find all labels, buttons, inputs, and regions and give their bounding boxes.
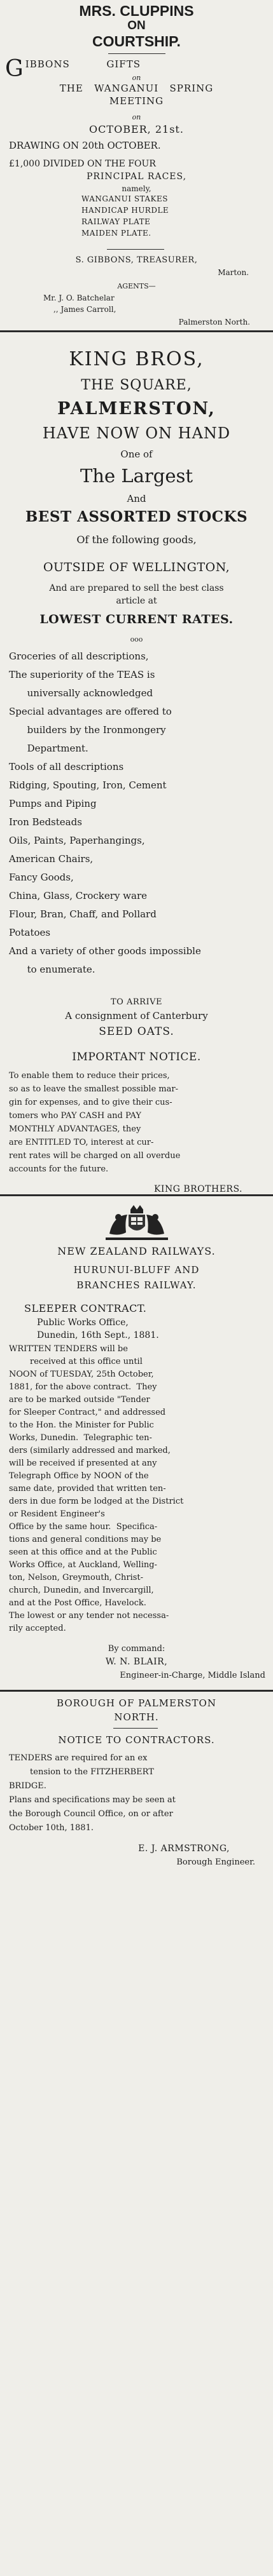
rail-date: Dunedin, 16th Sept., 1881.	[37, 1330, 159, 1340]
gifts-on: on	[132, 74, 141, 82]
notice-line: rent rates will be charged on all overdue	[9, 1151, 181, 1161]
goods-list-item: Iron Bedsteads	[9, 816, 82, 828]
gifts-agent-1: Mr. J. O. Batchelar	[43, 293, 115, 302]
gifts-agent-2: ,, James Carroll,	[53, 305, 116, 314]
rail-body-line: and at the Post Office, Havelock.	[9, 1598, 146, 1608]
king-have: HAVE NOW ON HAND	[42, 424, 231, 442]
goods-list-item: Ridging, Spouting, Iron, Cement	[9, 779, 167, 791]
goods-list-item: Pumps and Piping	[9, 798, 97, 809]
rail-head-3: BRANCHES RAILWAY.	[76, 1279, 197, 1291]
king-seed: SEED OATS.	[99, 1025, 174, 1038]
cluppins-title: MRS. CLUPPINS	[79, 3, 194, 19]
rail-body-line: ders in due form be lodged at the District	[9, 1497, 184, 1506]
rail-body-line: to the Hon. the Minister for Public	[9, 1420, 154, 1430]
goods-list-item: Special advantages are offered to	[9, 706, 172, 717]
rail-body-line: same date, provided that written ten-	[9, 1484, 166, 1494]
gifts-divided: £1,000 DIVIDED ON THE FOUR	[9, 159, 156, 169]
king-arrive: TO ARRIVE	[111, 997, 162, 1007]
rail-body-line: 1881, for the above contract. They	[9, 1382, 157, 1392]
gifts-agents-label: AGENTS—	[117, 282, 156, 290]
goods-list-item: Oils, Paints, Paperhangings,	[9, 835, 145, 846]
king-outside: OUTSIDE OF WELLINGTON,	[43, 560, 230, 574]
divider	[113, 1728, 158, 1729]
notice-line: MONTHLY ADVANTAGES, they	[9, 1124, 141, 1134]
king-best: BEST ASSORTED STOCKS	[25, 508, 248, 525]
rail-body-line: church, Dunedin, and Invercargill,	[9, 1586, 154, 1595]
divider	[107, 249, 164, 250]
gifts-date: OCTOBER, 21st.	[89, 123, 184, 135]
king-consign: A consignment of Canterbury	[65, 1010, 208, 1022]
rail-body-line: Works, Dunedin. Telegraphic ten-	[9, 1433, 152, 1443]
rail-body-line: ders (similarly addressed and marked,	[9, 1446, 171, 1455]
borough-head-1: BOROUGH OF PALMERSTON	[57, 1697, 216, 1709]
borough-body-line: Plans and specifications may be seen at	[9, 1795, 176, 1805]
rail-body-line: seen at this office and at the Public	[9, 1548, 157, 1557]
section-rule	[0, 330, 273, 332]
rail-body-line: WRITTEN TENDERS will be	[9, 1344, 128, 1354]
gifts-namely: namely,	[122, 184, 151, 193]
gifts-on-2: on	[132, 113, 141, 121]
gifts-agent-place: Palmerston North.	[178, 318, 250, 327]
notice-line: are ENTITLED TO, interest at cur-	[9, 1138, 154, 1147]
king-notice-head: IMPORTANT NOTICE.	[72, 1051, 201, 1063]
king-square: THE SQUARE,	[81, 377, 192, 393]
king-lowest: LOWEST CURRENT RATES.	[39, 612, 234, 626]
race-handicap-hurdle: HANDICAP HURDLE	[81, 206, 169, 215]
borough-body-line: TENDERS are required for an ex	[9, 1753, 148, 1763]
goods-list-item: to enumerate.	[9, 964, 95, 975]
rail-sign-title: Engineer-in-Charge, Middle Island	[120, 1671, 265, 1680]
notice-line: so as to leave the smallest possible mar-	[9, 1084, 178, 1094]
rail-sign: W. N. BLAIR,	[105, 1657, 168, 1667]
borough-notice: NOTICE TO CONTRACTORS.	[58, 1734, 215, 1746]
section-rule	[0, 1690, 273, 1692]
divider	[108, 53, 165, 54]
rail-body-line: or Resident Engineer's	[9, 1509, 105, 1519]
king-of-the: Of the following goods,	[76, 534, 197, 546]
gifts-treasurer-place: Marton.	[218, 268, 249, 277]
goods-list-item: Flour, Bran, Chaff, and Pollard	[9, 908, 157, 920]
king-town: PALMERSTON,	[57, 399, 216, 419]
borough-body-line: tension to the FITZHERBERT	[9, 1767, 154, 1777]
goods-list-item: China, Glass, Crockery ware	[9, 890, 148, 901]
goods-list-item: American Chairs,	[9, 853, 94, 865]
royal-coat-of-arms-icon	[95, 1203, 178, 1243]
goods-list-item: universally acknowledged	[9, 687, 153, 699]
rail-body-line: rily accepted.	[9, 1624, 66, 1633]
borough-head-2: NORTH.	[114, 1711, 159, 1723]
section-rule	[0, 1194, 273, 1196]
borough-body-line: the Borough Council Office, on or after	[9, 1809, 173, 1819]
rail-body-line: tions and general conditions may be	[9, 1535, 162, 1544]
borough-sign-title: Borough Engineer.	[176, 1858, 255, 1867]
rail-body-line: Works Office, at Auckland, Welling-	[9, 1560, 157, 1570]
goods-list-item: The superiority of the TEAS is	[9, 669, 155, 680]
gifts-dropcap: G	[5, 58, 24, 80]
king-title: KING BROS,	[69, 348, 204, 370]
rail-body-line: are to be marked outside "Tender	[9, 1395, 150, 1405]
rail-body-line: The lowest or any tender not necessa-	[9, 1611, 169, 1621]
cluppins-on: ON	[127, 19, 146, 32]
cluppins-subtitle: COURTSHIP.	[92, 33, 181, 50]
borough-ad	[5, 1697, 268, 1952]
rail-body-line: NOON of TUESDAY, 25th October,	[9, 1370, 154, 1379]
king-and: And	[127, 493, 146, 504]
rail-body-line: Telegraph Office by NOON of the	[9, 1471, 149, 1481]
borough-body-line: October 10th, 1881.	[9, 1823, 94, 1833]
rail-body-line: received at this office until	[9, 1357, 143, 1366]
goods-list-item: builders by the Ironmongery	[9, 724, 166, 736]
race-wanganui-stakes: WANGANUI STAKES	[81, 194, 169, 203]
gifts-principal: PRINCIPAL RACES,	[86, 172, 187, 182]
rail-by: By command:	[108, 1644, 165, 1654]
gifts-meeting: MEETING	[109, 95, 164, 107]
rail-head-1: NEW ZEALAND RAILWAYS.	[57, 1245, 216, 1257]
cluppins-ad	[5, 0, 268, 50]
rail-body-line: will be received if presented at any	[9, 1459, 157, 1468]
king-one-of: One of	[120, 448, 153, 460]
goods-list-item: Department.	[9, 743, 88, 754]
race-railway-plate: RAILWAY PLATE	[81, 217, 151, 226]
gifts-wanganui: THE WANGANUI SPRING	[59, 83, 214, 94]
notice-line: tomers who PAY CASH and PAY	[9, 1111, 141, 1121]
rail-head-2: HURUNUI-BLUFF AND	[73, 1264, 200, 1276]
goods-list-item: Groceries of all descriptions,	[9, 651, 149, 662]
rail-body-line: ton, Nelson, Greymouth, Christ-	[9, 1573, 144, 1582]
notice-line: accounts for the future.	[9, 1164, 109, 1174]
notice-line: gin for expenses, and to give their cus-	[9, 1098, 172, 1107]
king-article: article at	[116, 596, 157, 606]
goods-list-item: Potatoes	[9, 927, 51, 938]
king-prepared: And are prepared to sell the best class	[49, 583, 224, 593]
goods-list-item: Tools of all descriptions	[9, 761, 124, 772]
notice-line: To enable them to reduce their prices,	[9, 1071, 170, 1081]
gifts-treasurer: S. GIBBONS, TREASURER,	[75, 255, 198, 265]
rail-contract: SLEEPER CONTRACT.	[24, 1302, 147, 1314]
rail-body-line: Office by the same hour. Specifica-	[9, 1522, 158, 1532]
race-maiden-plate: MAIDEN PLATE.	[81, 229, 151, 238]
borough-sign: E. J. ARMSTRONG,	[138, 1844, 230, 1854]
goods-list-item: And a variety of other goods impossible	[9, 945, 201, 957]
goods-list-item: Fancy Goods,	[9, 872, 74, 883]
gifts-headline: IBBONS GIFTS	[25, 58, 141, 70]
king-ooo: ooo	[130, 635, 143, 644]
borough-body-line: BRIDGE.	[9, 1781, 46, 1791]
rail-office: Public Works Office,	[37, 1318, 129, 1328]
gifts-drawing: DRAWING ON 20th OCTOBER.	[9, 140, 161, 151]
king-largest: The Largest	[80, 465, 193, 487]
rail-body-line: for Sleeper Contract," and addressed	[9, 1408, 166, 1417]
king-sign: KING BROTHERS.	[153, 1184, 242, 1194]
